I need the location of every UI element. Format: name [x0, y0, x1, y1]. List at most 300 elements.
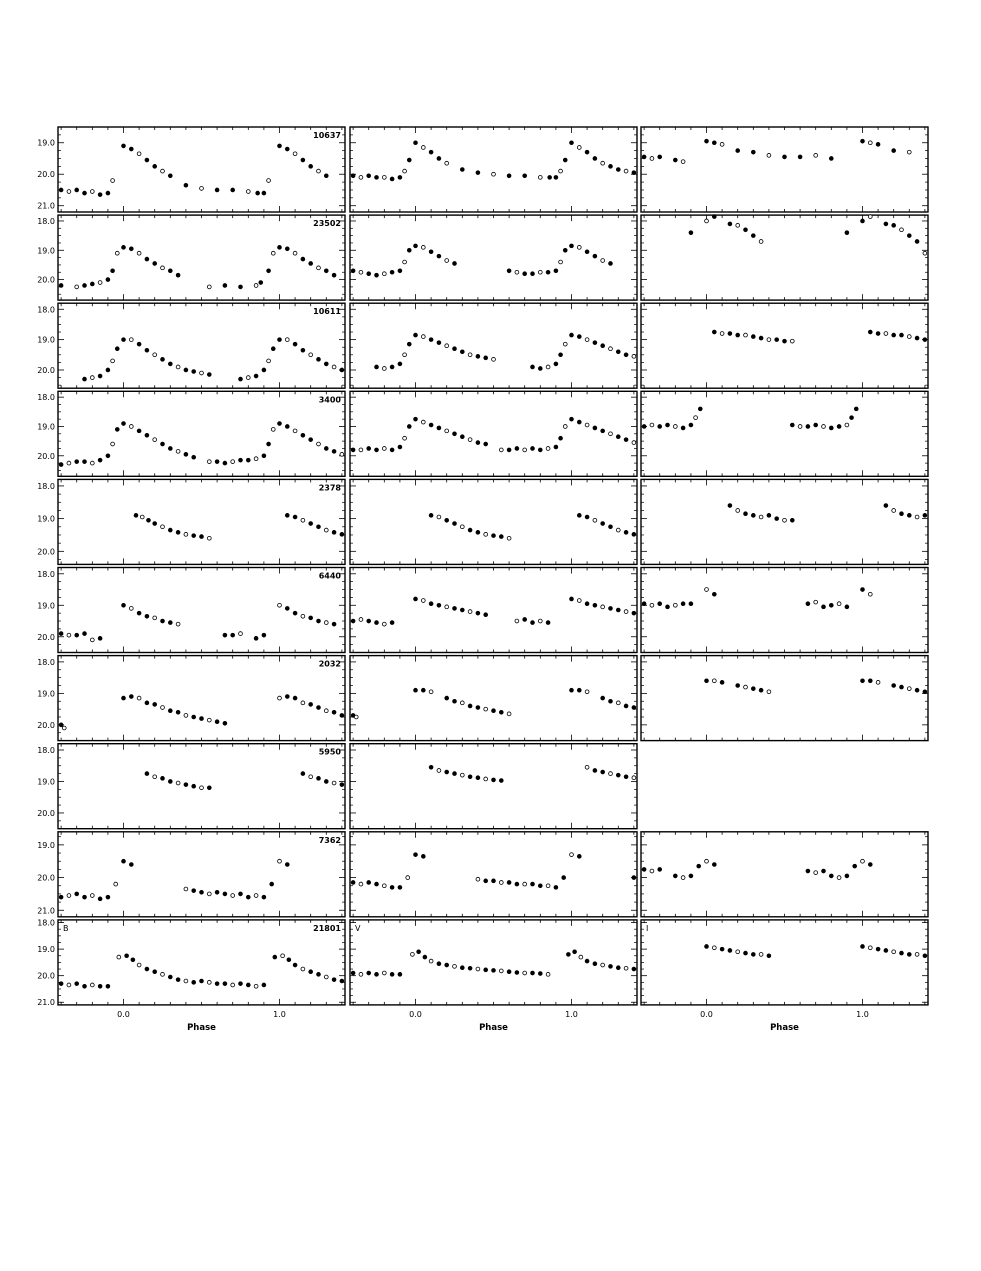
data-point: [429, 765, 433, 769]
data-point: [492, 172, 496, 176]
data-point: [609, 699, 613, 703]
data-point: [468, 775, 472, 779]
data-point: [437, 769, 441, 773]
data-point: [309, 438, 313, 442]
data-point: [884, 949, 888, 953]
data-point: [332, 273, 336, 277]
data-point: [278, 859, 282, 863]
data-point: [453, 262, 457, 266]
data-point: [798, 155, 802, 159]
data-point: [215, 460, 219, 464]
data-point: [246, 376, 250, 380]
y-tick-label: 19.0: [37, 777, 55, 787]
data-point: [577, 513, 581, 517]
data-point: [137, 696, 141, 700]
data-point: [285, 695, 289, 699]
data-point: [67, 633, 71, 637]
data-point: [423, 955, 427, 959]
data-point: [624, 530, 628, 534]
data-point: [390, 177, 394, 181]
data-point: [484, 707, 488, 711]
data-point: [192, 455, 196, 459]
data-point: [712, 863, 716, 867]
data-point: [720, 947, 724, 951]
data-point: [453, 699, 457, 703]
data-point: [460, 435, 464, 439]
data-point: [570, 688, 574, 692]
data-point: [484, 532, 488, 536]
data-point: [814, 423, 818, 427]
data-point: [246, 983, 250, 987]
data-point: [367, 971, 371, 975]
data-point: [854, 407, 858, 411]
y-tick-label: 20.0: [37, 808, 55, 818]
data-point: [892, 684, 896, 688]
data-point: [168, 780, 172, 784]
data-point: [767, 153, 771, 157]
data-point: [751, 687, 755, 691]
data-point: [822, 605, 826, 609]
data-point: [83, 284, 87, 288]
data-point: [445, 429, 449, 433]
data-point: [666, 423, 670, 427]
data-point: [437, 603, 441, 607]
data-point: [476, 530, 480, 534]
data-point: [129, 338, 133, 342]
x-axis-label: Phase: [479, 1022, 508, 1033]
data-point: [775, 338, 779, 342]
data-point: [577, 335, 581, 339]
data-point: [301, 967, 305, 971]
data-point: [850, 416, 854, 420]
data-point: [632, 354, 636, 358]
data-point: [538, 972, 542, 976]
data-point: [122, 144, 126, 148]
data-point: [515, 882, 519, 886]
data-point: [868, 946, 872, 950]
data-point: [577, 599, 581, 603]
data-point: [829, 426, 833, 430]
data-point: [476, 611, 480, 615]
data-point: [293, 611, 297, 615]
data-point: [129, 425, 133, 429]
data-point: [317, 357, 321, 361]
data-point: [642, 155, 646, 159]
data-point: [309, 353, 313, 357]
data-point: [900, 685, 904, 689]
y-tick-label: 21.0: [37, 998, 55, 1008]
data-point: [616, 528, 620, 532]
data-point: [301, 701, 305, 705]
data-point: [246, 895, 250, 899]
data-point: [83, 377, 87, 381]
data-point: [111, 442, 115, 446]
data-point: [720, 142, 724, 146]
data-point: [367, 619, 371, 623]
data-point: [90, 638, 94, 642]
data-point: [876, 680, 880, 684]
y-tick-label: 18.0: [37, 657, 55, 667]
data-point: [414, 141, 418, 145]
data-point: [161, 619, 165, 623]
data-point: [317, 776, 321, 780]
data-point: [429, 150, 433, 154]
data-point: [632, 876, 636, 880]
data-point: [515, 971, 519, 975]
data-point: [62, 726, 66, 730]
data-point: [239, 982, 243, 986]
data-point: [382, 175, 386, 179]
data-point: [262, 191, 266, 195]
data-point: [585, 959, 589, 963]
data-point: [324, 269, 328, 273]
data-point: [262, 454, 266, 458]
y-tick-label: 20.0: [37, 632, 55, 642]
data-point: [453, 607, 457, 611]
data-point: [168, 447, 172, 451]
data-point: [915, 688, 919, 692]
data-point: [751, 953, 755, 957]
x-tick-label: 1.0: [565, 1009, 578, 1019]
data-point: [531, 365, 535, 369]
data-point: [168, 621, 172, 625]
data-point: [122, 338, 126, 342]
data-point: [484, 879, 488, 883]
data-point: [736, 333, 740, 337]
data-point: [184, 183, 188, 187]
data-point: [207, 460, 211, 464]
x-tick-label: 0.0: [117, 1009, 130, 1019]
data-point: [705, 679, 709, 683]
data-point: [421, 854, 425, 858]
data-point: [892, 950, 896, 954]
data-point: [398, 175, 402, 179]
data-point: [332, 622, 336, 626]
data-point: [207, 892, 211, 896]
data-point: [577, 854, 581, 858]
data-point: [783, 155, 787, 159]
data-point: [845, 231, 849, 235]
data-point: [59, 188, 63, 192]
data-point: [585, 150, 589, 154]
data-point: [923, 954, 927, 958]
data-point: [751, 150, 755, 154]
data-point: [546, 621, 550, 625]
data-point: [340, 368, 344, 372]
data-point: [375, 448, 379, 452]
data-point: [445, 259, 449, 263]
data-point: [570, 244, 574, 248]
data-point: [125, 954, 129, 958]
data-point: [705, 588, 709, 592]
data-point: [751, 513, 755, 517]
data-point: [421, 420, 425, 424]
data-point: [98, 374, 102, 378]
data-point: [390, 885, 394, 889]
data-point: [398, 362, 402, 366]
data-point: [790, 423, 794, 427]
data-point: [83, 895, 87, 899]
data-point: [254, 894, 258, 898]
data-point: [484, 968, 488, 972]
data-point: [892, 509, 896, 513]
data-point: [923, 251, 927, 255]
data-point: [829, 874, 833, 878]
data-point: [192, 715, 196, 719]
data-point: [293, 696, 297, 700]
data-point: [90, 282, 94, 286]
data-point: [523, 618, 527, 622]
data-point: [67, 190, 71, 194]
data-point: [673, 425, 677, 429]
data-point: [712, 946, 716, 950]
data-point: [554, 445, 558, 449]
data-point: [98, 281, 102, 285]
data-point: [523, 174, 527, 178]
data-point: [223, 721, 227, 725]
data-point: [642, 602, 646, 606]
data-point: [145, 257, 149, 261]
data-point: [861, 679, 865, 683]
data-point: [728, 222, 732, 226]
data-point: [382, 272, 386, 276]
data-point: [460, 701, 464, 705]
data-point: [492, 357, 496, 361]
data-point: [317, 972, 321, 976]
data-point: [642, 867, 646, 871]
data-point: [759, 953, 763, 957]
data-point: [137, 342, 141, 346]
data-point: [445, 518, 449, 522]
y-tick-label: 18.0: [37, 481, 55, 491]
data-point: [145, 348, 149, 352]
data-point: [137, 963, 141, 967]
data-point: [601, 429, 605, 433]
data-point: [468, 353, 472, 357]
data-point: [161, 169, 165, 173]
data-point: [453, 432, 457, 436]
data-point: [845, 874, 849, 878]
data-point: [153, 164, 157, 168]
y-tick-label: 18.0: [37, 216, 55, 226]
data-point: [382, 971, 386, 975]
data-point: [375, 175, 379, 179]
data-point: [744, 512, 748, 516]
data-point: [207, 536, 211, 540]
data-point: [407, 342, 411, 346]
data-point: [153, 522, 157, 526]
data-point: [453, 522, 457, 526]
data-point: [468, 528, 472, 532]
data-point: [98, 897, 102, 901]
data-point: [484, 613, 488, 617]
data-point: [736, 950, 740, 954]
data-point: [122, 696, 126, 700]
data-point: [538, 367, 542, 371]
data-point: [111, 269, 115, 273]
data-point: [293, 152, 297, 156]
data-point: [168, 362, 172, 366]
data-point: [223, 892, 227, 896]
data-point: [868, 330, 872, 334]
data-point: [577, 245, 581, 249]
data-point: [262, 983, 266, 987]
data-point: [59, 895, 63, 899]
data-point: [75, 285, 79, 289]
data-point: [153, 702, 157, 706]
data-point: [106, 984, 110, 988]
data-point: [907, 513, 911, 517]
data-point: [632, 171, 636, 175]
data-point: [324, 975, 328, 979]
data-point: [712, 215, 716, 219]
data-point: [367, 447, 371, 451]
data-point: [601, 963, 605, 967]
data-point: [585, 765, 589, 769]
data-point: [115, 428, 119, 432]
data-point: [884, 222, 888, 226]
data-point: [137, 152, 141, 156]
data-point: [681, 876, 685, 880]
data-point: [301, 518, 305, 522]
data-point: [624, 610, 628, 614]
data-point: [570, 141, 574, 145]
data-point: [868, 141, 872, 145]
data-point: [923, 513, 927, 517]
data-point: [429, 690, 433, 694]
data-point: [460, 966, 464, 970]
data-point: [246, 458, 250, 462]
data-point: [616, 608, 620, 612]
data-point: [140, 515, 144, 519]
data-point: [403, 169, 407, 173]
data-point: [744, 685, 748, 689]
star-label: 23502: [313, 219, 341, 229]
data-point: [853, 864, 857, 868]
data-point: [354, 715, 358, 719]
data-point: [767, 338, 771, 342]
data-point: [324, 621, 328, 625]
data-point: [278, 696, 282, 700]
data-point: [207, 786, 211, 790]
data-point: [223, 284, 227, 288]
data-point: [767, 513, 771, 517]
data-point: [689, 423, 693, 427]
data-point: [90, 461, 94, 465]
data-point: [460, 773, 464, 777]
x-axis-label: Phase: [187, 1022, 216, 1033]
data-point: [453, 347, 457, 351]
data-point: [271, 251, 275, 255]
data-point: [437, 157, 441, 161]
data-point: [915, 240, 919, 244]
data-point: [460, 168, 464, 172]
data-point: [728, 504, 732, 508]
data-point: [616, 966, 620, 970]
data-point: [340, 979, 344, 983]
data-point: [658, 155, 662, 159]
data-point: [585, 515, 589, 519]
x-tick-label: 1.0: [856, 1009, 869, 1019]
data-point: [694, 416, 698, 420]
data-point: [689, 602, 693, 606]
data-point: [184, 452, 188, 456]
data-point: [129, 695, 133, 699]
data-point: [538, 619, 542, 623]
data-point: [59, 982, 63, 986]
data-point: [239, 285, 243, 289]
y-tick-label: 18.0: [37, 745, 55, 755]
data-point: [744, 333, 748, 337]
data-point: [67, 461, 71, 465]
data-point: [254, 636, 258, 640]
data-point: [317, 525, 321, 529]
data-point: [728, 949, 732, 953]
data-point: [907, 953, 911, 957]
data-point: [184, 979, 188, 983]
data-point: [332, 449, 336, 453]
data-point: [239, 632, 243, 636]
data-point: [563, 425, 567, 429]
data-point: [429, 959, 433, 963]
data-point: [398, 445, 402, 449]
data-point: [293, 963, 297, 967]
data-point: [301, 257, 305, 261]
data-point: [468, 610, 472, 614]
data-point: [90, 894, 94, 898]
data-point: [884, 332, 888, 336]
data-point: [720, 680, 724, 684]
data-point: [200, 890, 204, 894]
data-point: [476, 706, 480, 710]
data-point: [759, 515, 763, 519]
data-point: [767, 690, 771, 694]
data-point: [507, 269, 511, 273]
y-tick-label: 20.0: [37, 720, 55, 730]
data-point: [83, 460, 87, 464]
data-point: [476, 877, 480, 881]
data-point: [593, 341, 597, 345]
data-point: [215, 188, 219, 192]
data-point: [616, 168, 620, 172]
data-point: [262, 633, 266, 637]
data-point: [531, 882, 535, 886]
data-point: [161, 266, 165, 270]
data-point: [192, 784, 196, 788]
data-point: [278, 338, 282, 342]
data-point: [382, 367, 386, 371]
data-point: [445, 770, 449, 774]
data-point: [585, 338, 589, 342]
data-point: [538, 270, 542, 274]
data-point: [759, 336, 763, 340]
data-point: [215, 890, 219, 894]
data-point: [176, 978, 180, 982]
data-point: [176, 781, 180, 785]
data-point: [301, 158, 305, 162]
data-point: [484, 442, 488, 446]
data-point: [161, 776, 165, 780]
data-point: [814, 153, 818, 157]
data-point: [122, 859, 126, 863]
data-point: [515, 270, 519, 274]
data-point: [309, 262, 313, 266]
data-point: [531, 272, 535, 276]
data-point: [161, 442, 165, 446]
data-point: [407, 248, 411, 252]
data-point: [845, 423, 849, 427]
data-point: [681, 160, 685, 164]
